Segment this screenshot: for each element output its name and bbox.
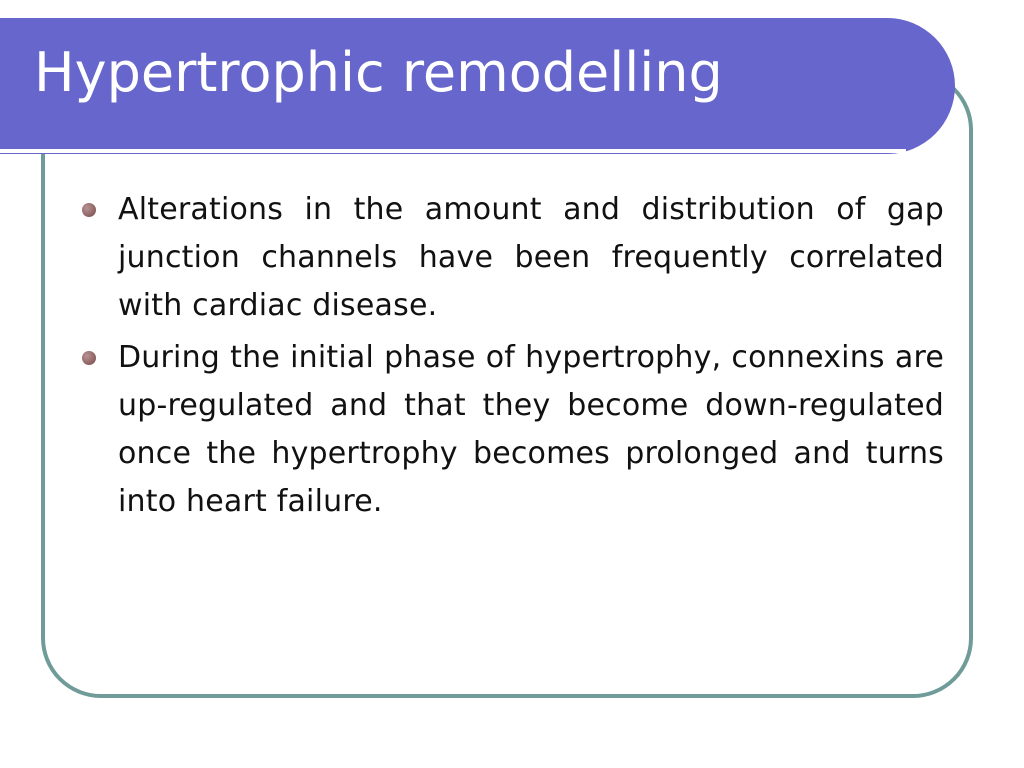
bullet-text: Alterations in the amount and distribution of gap junction channels have been frequently correlated with cardiac disease. <box>118 192 944 323</box>
bullet-dot-icon <box>82 351 96 365</box>
bullet-item <box>82 334 944 526</box>
bullet-dot-icon <box>82 203 96 217</box>
bullet-list <box>82 186 944 530</box>
bullet-text: During the initial phase of hypertrophy, connexins are up-regulated and that they become down-regulated once the hypertrophy becomes prolonged and turns into heart failure. <box>118 340 944 519</box>
slide-title: Hypertrophic remodelling <box>34 41 723 104</box>
title-underline <box>0 149 906 153</box>
bullet-item <box>82 186 944 330</box>
